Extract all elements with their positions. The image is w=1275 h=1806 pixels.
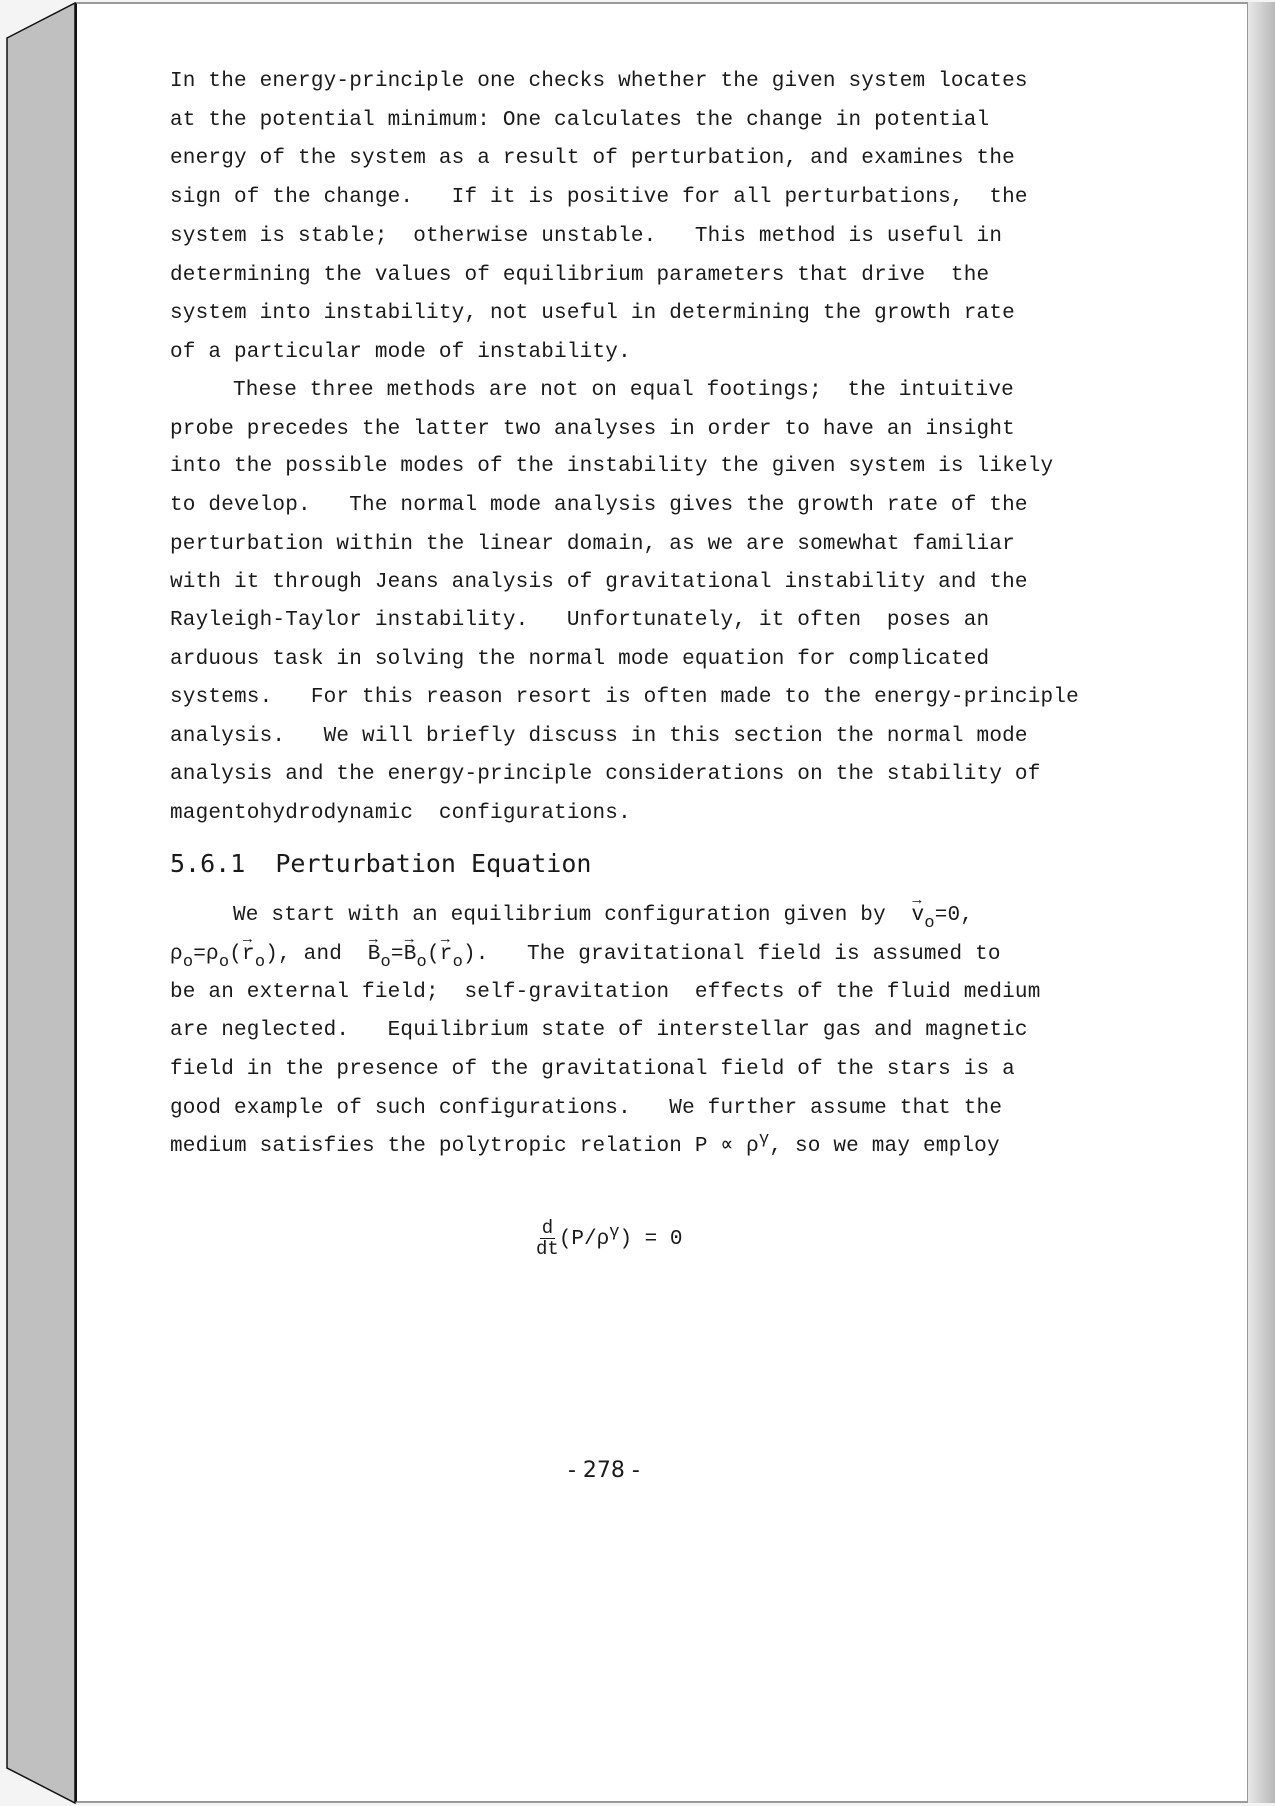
text-line: In the energy-principle one checks whether the given system locates [170,70,1028,93]
text-line: are neglected. Equilibrium state of interstellar gas and magnetic [170,1019,1028,1042]
text-line: We start with an equilibrium configuration given by → $v_o=0$, [233,903,973,929]
section-heading: 5.6.1 Perturbation Equation [170,849,592,878]
text-line: probe precedes the latter two analyses in order to have an insight [170,418,1015,441]
text-line: analysis. We will briefly discuss in this section the normal mode [170,725,1028,748]
text-line: be an external field; self-gravitation effects of the fluid medium [170,981,1041,1004]
text-line: field in the presence of the gravitational field of the stars is a [170,1058,1015,1081]
text-line: $\rho_o=\rho_o(\to r_o)$, and → $B_o=\to B_o(\to r_o)$. The gravitational field is assumed to [170,942,1001,968]
page-number: - 278 - [568,1458,640,1483]
vector-v: → v [912,903,925,929]
equation-polytropic: $\frac{d}{dt}$ $(P/\rho^\gamma) = 0$ [536,1217,683,1260]
text-line: to develop. The normal mode analysis gives the growth rate of the [170,494,1028,517]
text-line: analysis and the energy-principle considerations on the stability of [170,763,1041,786]
text-line: system into instability, not useful in determining the growth rate [170,302,1015,325]
text-line: system is stable; otherwise unstable. This method is useful in [170,225,1003,248]
text-line: at the potential minimum: One calculates the change in potential [170,109,990,132]
text-line: medium satisfies the polytropic relation $P \propto \rho^\gamma$, so we may employ [170,1130,1000,1158]
text-line: systems. For this reason resort is often made to the energy-principle [170,686,1079,709]
text-line: magentohydrodynamic configurations. [170,802,631,825]
text-line: energy of the system as a result of perturbation, and examines the [170,147,1015,170]
text-line: into the possible modes of the instability the given system is likely [170,455,1054,478]
text-line: Rayleigh-Taylor instability. Unfortunately, it often poses an [170,609,990,632]
text-line: sign of the change. If it is positive for all perturbations, the [170,186,1028,209]
book-edge [0,0,80,1806]
text-line: perturbation within the linear domain, as we are somewhat familiar [170,533,1015,556]
text-line: good example of such configurations. We further assume that the [170,1097,1003,1120]
text-line: with it through Jeans analysis of gravitational instability and the [170,571,1028,594]
page-edge-shadow [1247,2,1275,1803]
text-line: of a particular mode of instability. [170,341,631,364]
text-line: arduous task in solving the normal mode equation for complicated [170,648,990,671]
text-line: determining the values of equilibrium parameters that drive the [170,264,990,287]
text-line: These three methods are not on equal footings; the intuitive [233,379,1014,402]
